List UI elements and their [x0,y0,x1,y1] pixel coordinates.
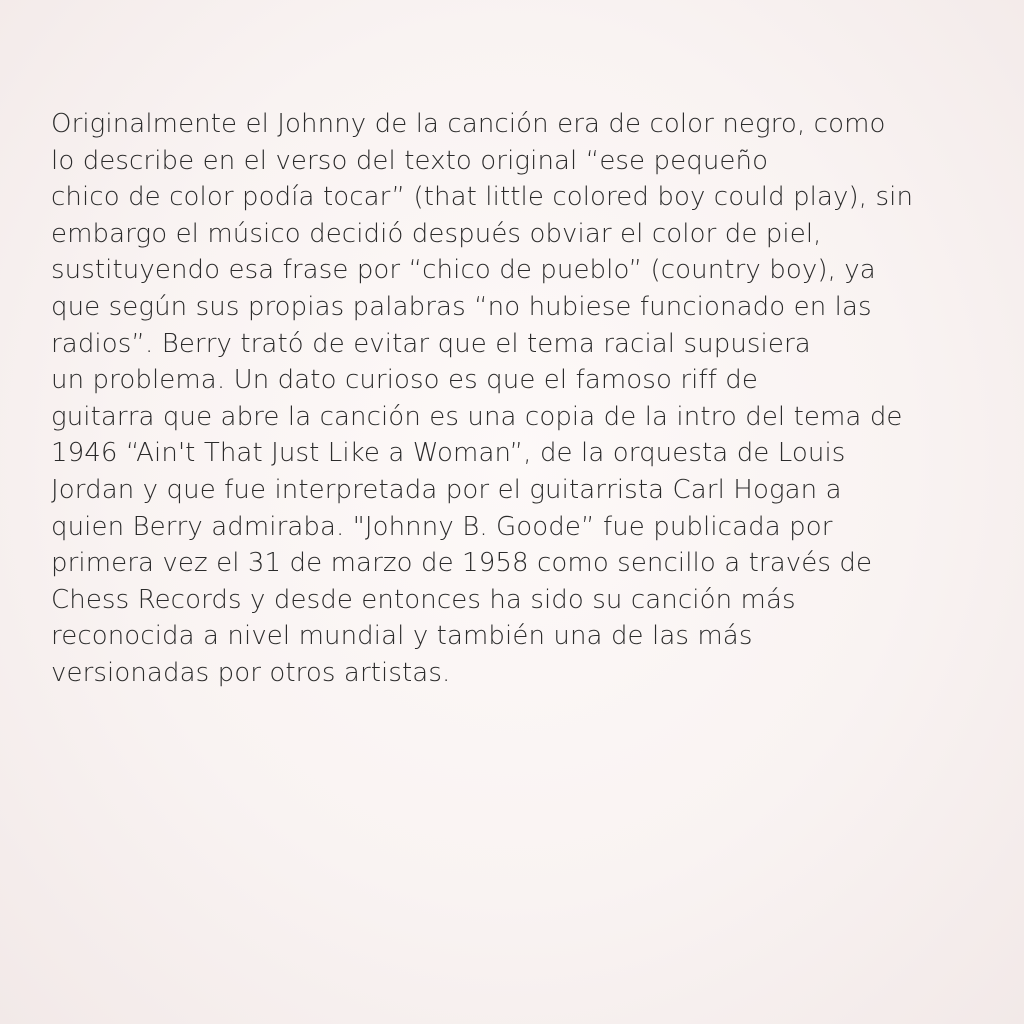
text-line: primera vez el 31 de marzo de 1958 como sencillo a través de [51,548,873,579]
text-line: lo describe en el verso del texto original “ese pequeño [51,145,769,176]
text-line: chico de color podía tocar” (that little colored boy could play), sin [51,182,914,213]
text-line: guitarra que abre la canción es una copia de la intro del tema de [51,401,903,432]
text-line: Jordan y que fue interpretada por el guitarrista Carl Hogan a [51,474,842,505]
text-line: radios”. Berry trató de evitar que el tema racial supusiera [51,328,811,359]
text-line: sustituyendo esa frase por “chico de pueblo” (country boy), ya [51,255,876,286]
text-line: 1946 “Ain't That Just Like a Woman”, de la orquesta de Louis [51,438,846,469]
text-line: quien Berry admiraba. "Johnny B. Goode” fue publicada por [51,511,833,542]
text-line: Chess Records y desde entonces ha sido su canción más [51,584,796,615]
text-line: Originalmente el Johnny de la canción era de color negro, como [51,109,886,139]
body-paragraph [51,106,991,692]
text-line: que según sus propias palabras “no hubiese funcionado en las [51,291,872,322]
text-line: versionadas por otros artistas. [51,657,451,688]
text-line: un problema. Un dato curioso es que el famoso riff de [51,365,759,396]
text-line: embargo el músico decidió después obviar el color de piel, [51,218,822,249]
text-line: reconocida a nivel mundial y también una de las más [51,621,753,652]
